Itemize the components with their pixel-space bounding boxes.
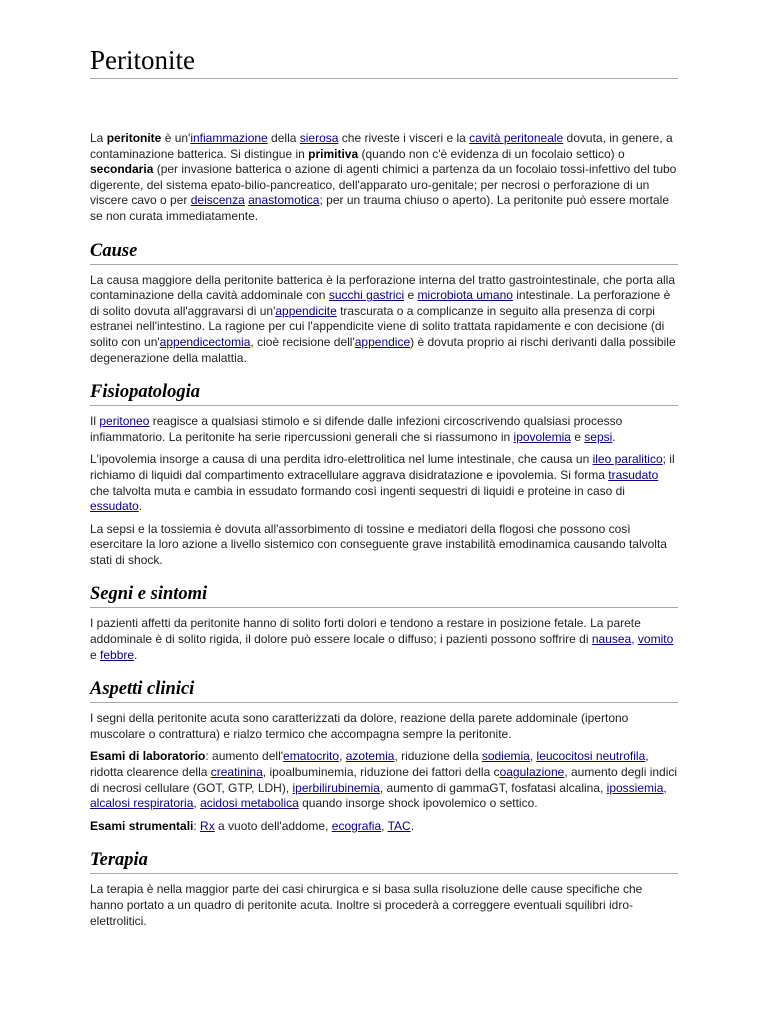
link-sierosa[interactable]: sierosa (299, 131, 339, 145)
page-title: Peritonite (90, 44, 678, 79)
link-sepsi[interactable]: sepsi (584, 429, 613, 444)
section-paragraph: I pazienti affetti da peritonite hanno di solito forti dolori e tendono a restare in posizione fetale. La parete addominale è di solito rigida, il dolore può essere locale o diffuso; i pazienti possono soffrire di nausea, vomito e febbre. (90, 616, 674, 662)
link-peritoneo[interactable]: peritoneo (99, 414, 150, 429)
section-paragraph: Esami strumentali: Rx a vuoto dell'addome, ecografia, TAC. (90, 818, 415, 833)
link-nausea[interactable]: nausea (591, 632, 632, 647)
link-leucocitosi-neutrofila[interactable]: leucocitosi neutrofila (536, 749, 646, 764)
link-tac[interactable]: TAC (387, 818, 411, 833)
link-acidosi-metabolica[interactable]: acidosi metabolica (200, 796, 299, 811)
link-appendice[interactable]: appendice (354, 334, 411, 349)
link-alcalosi-respiratoria[interactable]: alcalosi respiratoria (90, 796, 194, 811)
link-azotemia[interactable]: azotemia (345, 749, 395, 764)
link-rx[interactable]: Rx (200, 818, 215, 833)
bold-term-esami-di-laboratorio: Esami di laboratorio (90, 749, 206, 764)
section-paragraph: I segni della peritonite acuta sono caratterizzati da dolore, reazione della parete addominale (ipertono muscolare o contrattura) e rialzo termico che accompagna sempre la peritonite. (90, 711, 629, 741)
link-cavita-peritoneale[interactable]: cavità peritoneale (469, 131, 564, 145)
link-sodiemia[interactable]: sodiemia (481, 749, 530, 764)
link-ipossiemia[interactable]: ipossiemia (606, 780, 664, 795)
section-paragraph: La sepsi e la tossiemia è dovuta all'assorbimento di tossine e mediatori della flogosi che possono così esercitare la loro azione a livello sistemico con conseguente grave instabilità emodinamica causando talvolta stati di shock. (90, 521, 667, 567)
section-heading-segni-e-sintomi: Segni e sintomi (90, 582, 678, 608)
section-heading-fisiopatologia: Fisiopatologia (90, 380, 678, 406)
link-anastomotica[interactable]: anastomotica (248, 193, 320, 208)
section-paragraph: La terapia è nella maggior parte dei casi chirurgica e si basa sulla risoluzione delle cause specifiche che hanno portato a un quadro di peritonite acuta. Inoltre si procederà a correggere eventuali squilibri idro-elettrolitici. (90, 882, 643, 928)
section-heading-terapia: Terapia (90, 848, 678, 874)
link-ematocrito[interactable]: ematocrito (283, 749, 340, 764)
link-iperbilirubinemia[interactable]: iperbilirubinemia (292, 780, 380, 795)
link-creatinina[interactable]: creatinina (210, 765, 263, 780)
bold-term-esami-strumentali: Esami strumentali (90, 818, 194, 833)
link-vomito[interactable]: vomito (637, 632, 674, 647)
intro-paragraph: La peritonite è un'infiammazione della sierosa che riveste i visceri e la cavità peritoneale dovuta, in genere, a contaminazione batterica. Si distingue in primitiva (quando non c'è evidenza di un focolaio settico) o secondaria (per invasione batterica o azione di agenti chimici a partenza da un focolaio tossi-infettivo del tubo digerente, del sistema epato-bilio-pancreatico, dell'apparato uro-genitale; per necrosi o perforazione di un viscere cavo o per deiscenza anastomotica; per un trauma chiuso o aperto). La peritonite può essere mortale se non curata immediatamente. (90, 131, 677, 223)
link-ipovolemia[interactable]: ipovolemia (513, 429, 571, 444)
section-heading-aspetti-clinici: Aspetti clinici (90, 677, 678, 703)
section-paragraph: Il peritoneo reagisce a qualsiasi stimolo e si difende dalle infezioni circoscrivendo qualsiasi processo infiammatorio. La peritonite ha serie ripercussioni generali che si riassumono in ipovolemia e sepsi. (90, 414, 623, 444)
link-oagulazione[interactable]: oagulazione (499, 765, 565, 780)
link-febbre[interactable]: febbre (100, 647, 135, 662)
link-deiscenza[interactable]: deiscenza (190, 193, 245, 208)
section-heading-cause: Cause (90, 239, 678, 265)
section-paragraph: Esami di laboratorio: aumento dell'ematocrito, azotemia, riduzione della sodiemia, leucocitosi neutrofila, ridotta clearence della creatinina, ipoalbuminemia, riduzione dei fattori della coagulazione, aumento degli indici di necrosi cellulare (GOT, GTP, LDH), iperbilirubinemia, aumento di gammaGT, fosfatasi alcalina, ipossiemia, alcalosi respiratoria, acidosi metabolica quando insorge shock ipovolemico o settico. (90, 749, 678, 811)
link-infiammazione[interactable]: infiammazione (190, 131, 268, 145)
bold-term-primitiva: primitiva (308, 146, 359, 161)
article-sections (90, 239, 678, 930)
link-ecografia[interactable]: ecografia (331, 818, 382, 833)
link-ileo-paralitico[interactable]: ileo paralitico (592, 452, 663, 467)
bold-term-secondaria: secondaria (90, 162, 154, 177)
link-appendicite[interactable]: appendicite (275, 303, 337, 318)
link-trasudato[interactable]: trasudato (608, 467, 659, 482)
link-appendicectomia[interactable]: appendicectomia (159, 334, 251, 349)
link-microbiota-umano[interactable]: microbiota umano (417, 288, 513, 303)
bold-term-peritonite: peritonite (106, 131, 162, 145)
section-paragraph: L'ipovolemia insorge a causa di una perdita idro-elettrolitica nel lume intestinale, che causa un ileo paralitico; il richiamo di liquidi dal compartimento extracellulare aggrava disidratazione e ipovolemia. Si forma trasudato che talvolta muta e cambia in essudato formando così ingenti sequestri di liquidi e proteine in caso di essudato. (90, 452, 675, 514)
link-essudato[interactable]: essudato (90, 499, 139, 514)
link-succhi-gastrici[interactable]: succhi gastrici (328, 288, 405, 303)
section-paragraph: La causa maggiore della peritonite batterica è la perforazione interna del tratto gastrointestinale, che porta alla contaminazione della cavità addominale con succhi gastrici e microbiota umano intestinale. La perforazione è di solito dovuta all'aggravarsi di un'appendicite trascurata o a complicanze in seguito alla presenza di corpi estranei nell'intestino. La ragione per cui l'appendicite viene di solito trattata rapidamente e con decisione (di solito con un'appendicectomia, cioè recisione dell'appendice) è dovuta proprio ai rischi derivanti dalla possibile degenerazione della malattia. (90, 272, 676, 365)
